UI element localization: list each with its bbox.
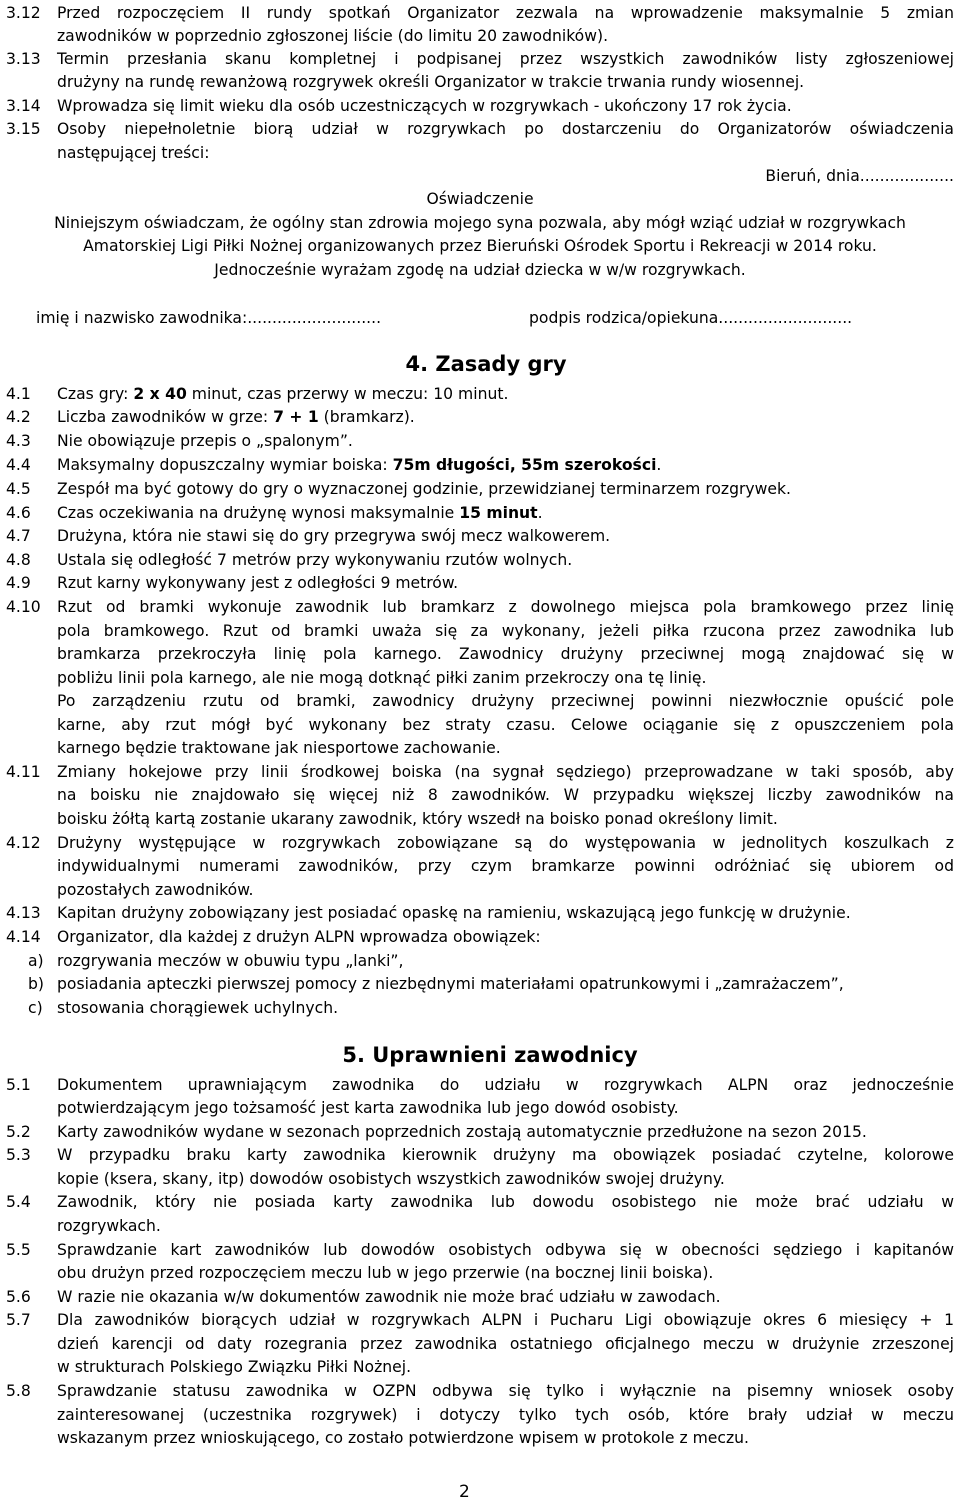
rule-text: indywidualnymi numerami zawodników, przy czym bramkarze powinni odróżniać się ubiorem od — [57, 857, 954, 875]
rule-text: Maksymalny dopuszczalny wymiar boiska: 75m długości, 55m szerokości. — [57, 456, 662, 474]
rule-text: obu drużyn przed rozpoczęciem meczu lub w jego przerwie (na bocznej linii boiska). — [57, 1264, 714, 1282]
rule-text: rozgrywkach. — [57, 1217, 161, 1235]
rule-text: boisku żółtą kartą zostanie ukarany zawodnik, który wszedł na boisko ponad określony limit. — [57, 810, 778, 828]
rule-text: Dokumentem uprawniającym zawodnika do udziału w rozgrywkach ALPN oraz jednocześnie — [57, 1076, 954, 1094]
rule-text: kopie (ksera, skany, itp) dowodów osobistych wszystkich zawodników swojej drużyny. — [57, 1170, 725, 1188]
item-number: 3.15 — [6, 120, 41, 138]
list-item: stosowania chorągiewek uchylnych. — [57, 999, 339, 1017]
rule-text: pola bramkowego. Rzut od bramki uważa się za wykonany, jeżeli piłka rzucona przez zawodnika lub — [57, 622, 954, 640]
rule-text: Rzut od bramki wykonuje zawodnik lub bramkarz z dowolnego miejsca pola bramkowego przez linię — [57, 598, 954, 616]
rule-text: Po zarządzeniu rzutu od bramki, zawodnicy drużyny przeciwnej powinni niezwłocznie opuścić pole — [57, 692, 954, 710]
item-number: 4.14 — [6, 928, 41, 946]
rule-text: karnego będzie traktowane jak niesportowe zachowanie. — [57, 739, 501, 757]
rule-text: Drużyna, która nie stawi się do gry przegrywa swój mecz walkowerem. — [57, 527, 611, 545]
item-number: 4.4 — [6, 456, 31, 474]
rule-text: drużyny na rundę rewanżową rozgrywek określi Organizator w trakcie trwania rundy wiosennej. — [57, 73, 805, 91]
item-number: 5.5 — [6, 1241, 31, 1259]
section-heading: 5. Uprawnieni zawodnicy — [342, 1043, 638, 1067]
item-number: 5.6 — [6, 1288, 31, 1306]
list-item: posiadania apteczki pierwszej pomocy z niezbędnymi materiałami opatrunkowymi i „zamrażaczem”, — [57, 975, 844, 993]
page-number: 2 — [459, 1482, 470, 1502]
rule-text: Termin przesłania skanu kompletnej i podpisanej przez wszystkich zawodników listy zgłoszeniowej — [57, 50, 954, 68]
rule-text: zainteresowanej (uczestnika rozgrywek) i dotyczy tylko tych osób, które brały udział w meczu — [57, 1406, 954, 1424]
item-number: 4.7 — [6, 527, 31, 545]
rule-text: W przypadku braku karty zawodnika kierownik drużyny ma obowiązek posiadać czytelne, kolorowe — [57, 1146, 954, 1164]
rule-text: Drużyny występujące w rozgrywkach zobowiązane są do występowania w jednolitych koszulkach z — [57, 834, 954, 852]
rule-text: Przed rozpoczęciem II rundy spotkań Organizator zezwala na wprowadzenie maksymalnie 5 zmian — [57, 4, 954, 22]
rule-text: bramkarza przekroczyła linię pola karnego. Zawodnicy drużyny przeciwnej mogą znajdować się w — [57, 645, 954, 663]
rule-text: Czas oczekiwania na drużynę wynosi maksymalnie 15 minut. — [57, 504, 543, 522]
rule-text: W razie nie okazania w/w dokumentów zawodnik nie może brać udziału w zawodach. — [57, 1288, 721, 1306]
rule-text: następującej treści: — [57, 144, 210, 162]
rule-text: Sprawdzanie statusu zawodnika w OZPN odbywa się tylko i wyłącznie na pisemny wniosek osoby — [57, 1382, 954, 1400]
item-number: 5.4 — [6, 1193, 31, 1211]
rule-text: Osoby niepełnoletnie biorą udział w rozgrywkach po dostarczeniu do Organizatorów oświadczenia — [57, 120, 954, 138]
item-number: 4.2 — [6, 408, 31, 426]
item-number: 4.11 — [6, 763, 41, 781]
rule-text: Wprowadza się limit wieku dla osób uczestniczących w rozgrywkach - ukończony 17 rok życia. — [57, 97, 792, 115]
item-number: 5.1 — [6, 1076, 31, 1094]
item-number: 4.10 — [6, 598, 41, 616]
section-heading: 4. Zasady gry — [405, 352, 567, 376]
item-number: 4.6 — [6, 504, 31, 522]
rule-text: pozostałych zawodników. — [57, 881, 254, 899]
item-number: 4.9 — [6, 574, 31, 592]
rule-text: Liczba zawodników w grze: 7 + 1 (bramkarz). — [57, 408, 415, 426]
declaration-text: Amatorskiej Ligi Piłki Nożnej organizowanych przez Bieruński Ośrodek Sportu i Rekreacji w 2014 roku. — [83, 237, 877, 255]
rule-text: Rzut karny wykonywany jest z odległości 9 metrów. — [57, 574, 459, 592]
item-number: 3.13 — [6, 50, 41, 68]
rule-text: Kapitan drużyny zobowiązany jest posiadać opaskę na ramieniu, wskazującą jego funkcję w drużynie. — [57, 904, 851, 922]
rule-text: pobliżu linii pola karnego, ale nie mogą dotknąć piłki zanim przekroczy ona tę linię. — [57, 669, 707, 687]
list-item: rozgrywania meczów w obuwiu typu „lanki”, — [57, 952, 404, 970]
rule-text: Zmiany hokejowe przy linii środkowej boiska (na sygnał sędziego) przeprowadzane w taki sposób, aby — [57, 763, 954, 781]
declaration-text: Jednocześnie wyrażam zgodę na udział dziecka w w/w rozgrywkach. — [214, 261, 746, 279]
item-number: 5.8 — [6, 1382, 31, 1400]
rule-text: Sprawdzanie kart zawodników lub dowodów osobistych odbywa się w obecności sędziego i kapitanów — [57, 1241, 954, 1259]
item-number: 4.12 — [6, 834, 41, 852]
rule-text: zawodników w poprzednio zgłoszonej liście (do limitu 20 zawodników). — [57, 27, 609, 45]
rule-text: Zespół ma być gotowy do gry o wyznaczonej godzinie, przewidzianej terminarzem rozgrywek. — [57, 480, 791, 498]
rule-text: na boisku nie znajdowało się więcej niż 8 zawodników. W przypadku większej liczby zawodników na — [57, 786, 954, 804]
item-number: 4.8 — [6, 551, 31, 569]
declaration-title: Oświadczenie — [426, 190, 534, 208]
list-marker: a) — [28, 952, 44, 970]
rule-text: Nie obowiązuje przepis o „spalonym”. — [57, 432, 353, 450]
parent-signature: podpis rodzica/opiekuna........................... — [529, 309, 853, 327]
rule-text: Ustala się odległość 7 metrów przy wykonywaniu rzutów wolnych. — [57, 551, 573, 569]
item-number: 4.13 — [6, 904, 41, 922]
declaration-text: Niniejszym oświadczam, że ogólny stan zdrowia mojego syna pozwala, aby mógł wziąć udział w rozgrywkach — [54, 214, 906, 232]
item-number: 3.14 — [6, 97, 41, 115]
item-number: 5.3 — [6, 1146, 31, 1164]
rule-text: Zawodnik, który nie posiada karty zawodnika lub dowodu osobistego nie może brać udziału w — [57, 1193, 954, 1211]
rule-text: Karty zawodników wydane w sezonach poprzednich zostają automatycznie przedłużone na sezon 2015. — [57, 1123, 867, 1141]
item-number: 5.7 — [6, 1311, 31, 1329]
rule-text: Czas gry: 2 x 40 minut, czas przerwy w meczu: 10 minut. — [57, 385, 509, 403]
rule-text: Dla zawodników biorących udział w rozgrywkach ALPN i Pucharu Ligi obowiązuje okres 6 miesięcy + 1 — [57, 1311, 954, 1329]
item-number: 4.1 — [6, 385, 31, 403]
rule-text: Organizator, dla każdej z drużyn ALPN wprowadza obowiązek: — [57, 928, 541, 946]
list-marker: c) — [28, 999, 43, 1017]
item-number: 4.3 — [6, 432, 31, 450]
item-number: 5.2 — [6, 1123, 31, 1141]
declaration-date: Bieruń, dnia................... — [765, 167, 954, 185]
rule-text: w strukturach Polskiego Związku Piłki Nożnej. — [57, 1358, 412, 1376]
item-number: 4.5 — [6, 480, 31, 498]
rule-text: karne, aby rzut mógł być wykonany bez straty czasu. Celowe ociąganie się z opuszczeniem pola — [57, 716, 954, 734]
rule-text: dzień karencji od daty rozegrania przez zawodnika ostatniego oficjalnego meczu w drużynie zrzeszonej — [57, 1335, 954, 1353]
rule-text: potwierdzającym jego tożsamość jest karta zawodnika lub jego dowód osobisty. — [57, 1099, 679, 1117]
item-number: 3.12 — [6, 4, 41, 22]
list-marker: b) — [28, 975, 44, 993]
rule-text: wskazanym przez wnioskującego, co zostało potwierdzone wpisem w protokole z meczu. — [57, 1429, 749, 1447]
player-name-signature: imię i nazwisko zawodnika:........................... — [36, 309, 382, 327]
